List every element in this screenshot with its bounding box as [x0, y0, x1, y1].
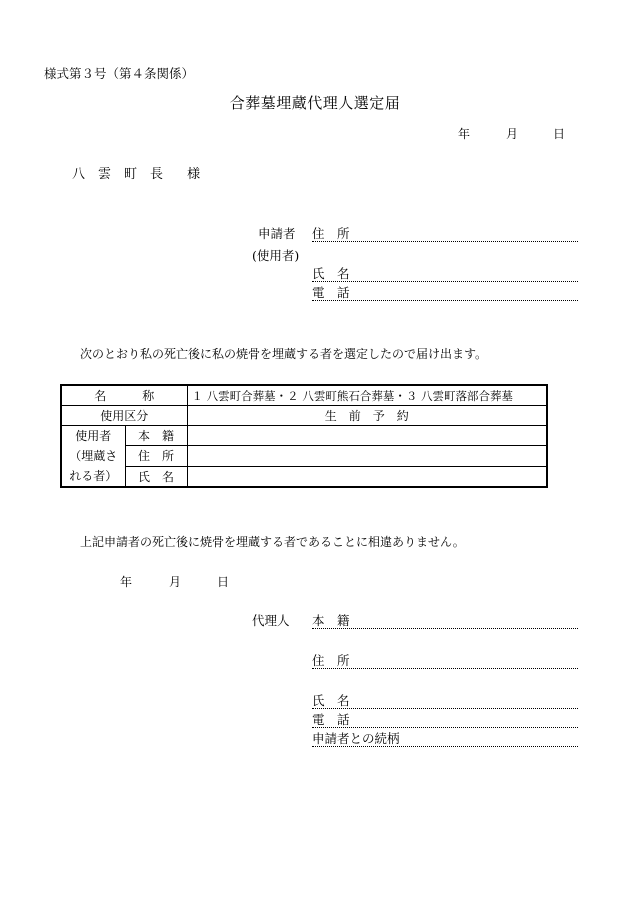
user-address-field[interactable] [187, 446, 547, 466]
agent-phone-label: 電 話 [312, 712, 350, 727]
applicant-address-field[interactable] [312, 241, 578, 242]
table-row [61, 446, 547, 466]
form-number: 様式第３号（第４条関係） [44, 66, 195, 81]
applicant-label: 申請者 [258, 226, 296, 241]
agent-name-field[interactable] [312, 708, 578, 709]
agent-label: 代理人 [252, 613, 290, 628]
honseki-field[interactable] [187, 426, 547, 446]
usage-type-value: 生 前 予 約 [187, 406, 547, 426]
agent-name-label: 氏 名 [312, 693, 350, 708]
user-group-line: （埋蔵さ [69, 449, 118, 463]
applicant-phone-field[interactable] [312, 300, 578, 301]
table-row [61, 426, 547, 446]
agent-relation-label: 申請者との続柄 [312, 731, 400, 746]
document-title: 合葬墓埋蔵代理人選定届 [229, 94, 401, 112]
honseki-label: 本 籍 [125, 426, 187, 446]
user-group-label [61, 426, 125, 488]
submission-date [0, 128, 630, 142]
burial-info-table [60, 384, 548, 488]
date-month: 月 [506, 127, 519, 141]
user-group-line: 使用者 [75, 429, 112, 443]
applicant-phone-label: 電 話 [312, 285, 350, 300]
agent-date [0, 576, 630, 590]
usage-type-label: 使用区分 [61, 406, 187, 426]
agent-address-field[interactable] [312, 668, 578, 669]
facility-name-label: 名 称 [61, 385, 187, 406]
date-month: 月 [169, 575, 182, 589]
confirmation-text: 上記申請者の死亡後に焼骨を埋蔵する者であることに相違ありません。 [80, 535, 465, 549]
user-name-field[interactable] [187, 466, 547, 487]
user-address-label: 住 所 [125, 446, 187, 466]
date-year: 年 [458, 127, 471, 141]
table-row [61, 385, 547, 406]
agent-honseki-label: 本 籍 [312, 613, 350, 628]
applicant-name-label: 氏 名 [312, 266, 350, 281]
user-group-line: れる者） [69, 469, 118, 483]
agent-phone-field[interactable] [312, 727, 578, 728]
date-day: 日 [553, 127, 566, 141]
applicant-name-field[interactable] [312, 281, 578, 282]
facility-name-value: １ 八雲町合葬墓・２ 八雲町熊石合葬墓・３ 八雲町落部合葬墓 [187, 385, 547, 406]
agent-address-label: 住 所 [312, 653, 350, 668]
table-row [61, 406, 547, 426]
statement-text: 次のとおり私の死亡後に私の焼骨を埋蔵する者を選定したので届け出ます。 [80, 347, 488, 361]
date-year: 年 [120, 575, 133, 589]
applicant-address-label: 住 所 [312, 226, 350, 241]
addressee-town: 八 雲 町 長 [72, 167, 164, 182]
table-row [61, 466, 547, 487]
user-name-label: 氏 名 [125, 466, 187, 487]
addressee-honorific: 様 [187, 167, 201, 182]
addressee [72, 168, 200, 181]
date-day: 日 [217, 575, 230, 589]
applicant-sub-label: (使用者) [252, 248, 300, 263]
agent-honseki-field[interactable] [312, 628, 578, 629]
agent-relation-field[interactable] [312, 746, 578, 747]
